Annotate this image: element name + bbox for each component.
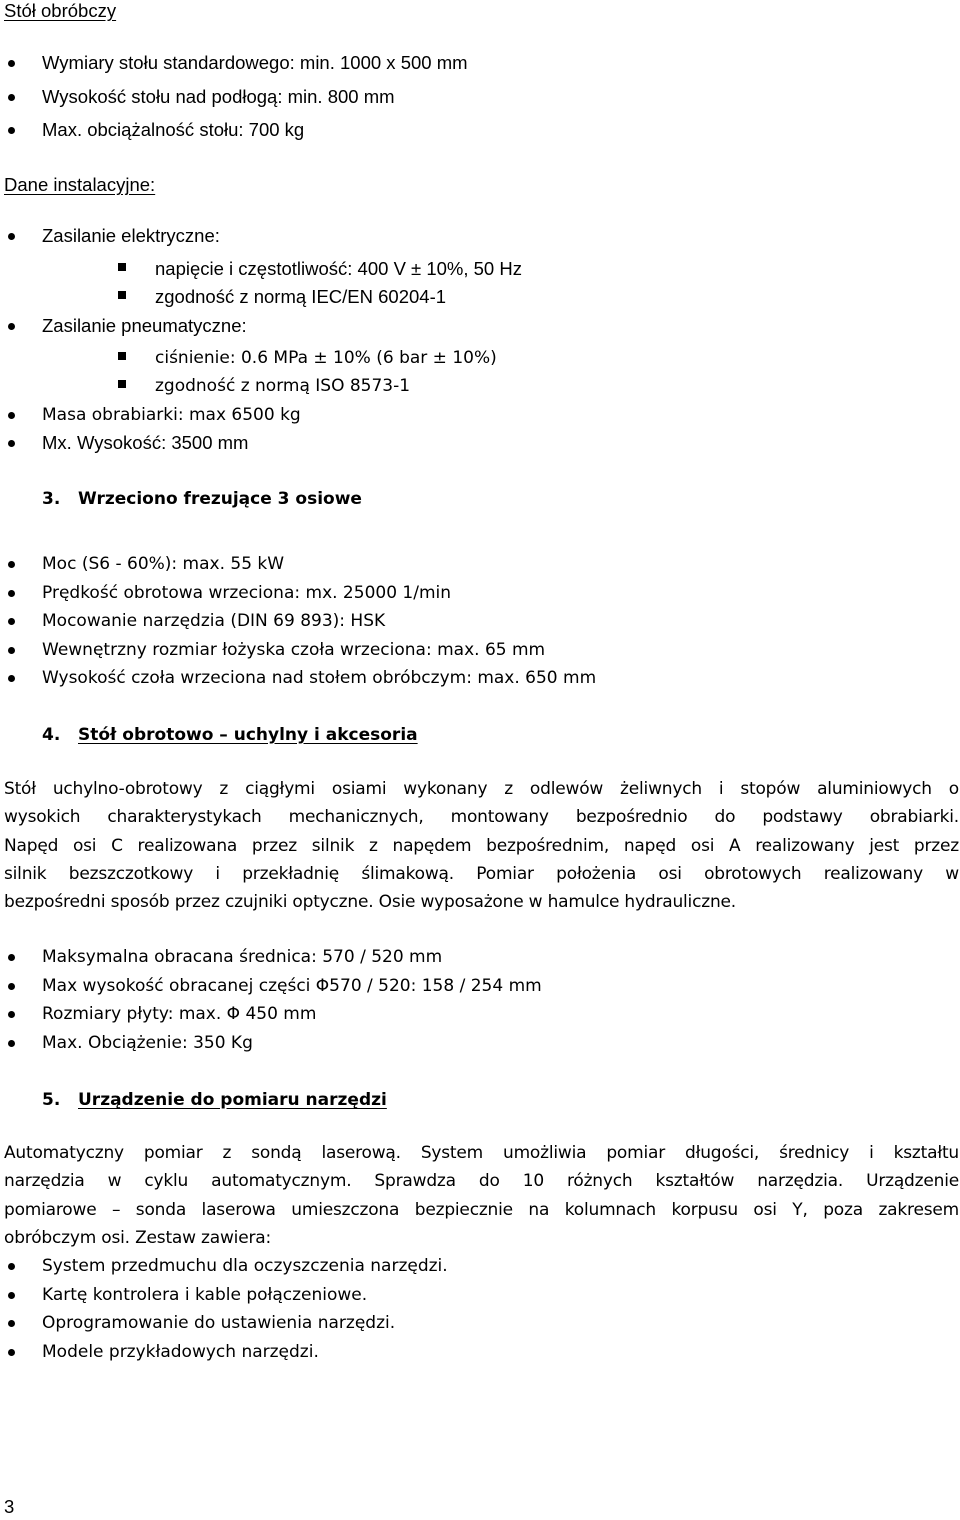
bullet <box>8 1292 15 1299</box>
section-title-table: Stół obróbczy <box>4 0 117 21</box>
square-bullet <box>118 380 126 388</box>
bullet <box>8 1263 15 1270</box>
list-item: Wysokość czoła wrzeciona nad stołem obróbczym: max. 650 mm <box>42 668 597 688</box>
bullet <box>8 1011 15 1018</box>
bullet <box>8 1320 15 1327</box>
bullet <box>8 561 15 568</box>
bullet <box>8 675 15 682</box>
bullet <box>8 647 15 654</box>
section-title-spindle: Wrzeciono frezujące 3 osiowe <box>78 489 362 509</box>
sub-list-item: ciśnienie: 0.6 MPa ± 10% (6 bar ± 10%) <box>155 348 497 368</box>
square-bullet <box>118 263 126 271</box>
square-bullet <box>118 352 126 360</box>
bullet <box>8 440 15 447</box>
bullet <box>8 233 15 240</box>
list-item: Mocowanie narzędzia (DIN 69 893): HSK <box>42 611 386 631</box>
paragraph-line: silnik bezszczotkowy i przekładnię ślimakową. Pomiar położenia osi obrotowych realizowany w <box>4 863 959 884</box>
bullet <box>8 618 15 625</box>
list-item: Masa obrabiarki: max 6500 kg <box>42 405 301 425</box>
list-item: Rozmiary płyty: max. Φ 450 mm <box>42 1004 317 1024</box>
list-item: Mx. Wysokość: 3500 mm <box>42 432 249 453</box>
bullet <box>8 323 15 330</box>
bullet <box>8 1040 15 1047</box>
list-item: Max. Obciążenie: 350 Kg <box>42 1033 253 1053</box>
section-title-rotary: Stół obrotowo – uchylny i akcesoria <box>78 725 418 745</box>
bullet <box>8 983 15 990</box>
section-number: 3. <box>42 489 61 509</box>
list-item: Max. obciążalność stołu: 700 kg <box>42 119 305 140</box>
sub-list-item: napięcie i częstotliwość: 400 V ± 10%, 50 Hz <box>155 258 522 279</box>
list-item: Wymiary stołu standardowego: min. 1000 x 500 mm <box>42 52 468 73</box>
list-item: Zasilanie elektryczne: <box>42 225 220 246</box>
list-item: Maksymalna obracana średnica: 570 / 520 mm <box>42 947 443 967</box>
bullet <box>8 590 15 597</box>
section-number: 4. <box>42 725 61 745</box>
paragraph-line: Stół uchylno-obrotowy z ciągłymi osiami wykonany z odlewów żeliwnych i stopów aluminiowych o <box>4 779 959 799</box>
paragraph-line: Automatyczny pomiar z sondą laserową. System umożliwia pomiar długości, średnicy i kształtu <box>4 1143 959 1163</box>
square-bullet <box>118 291 126 299</box>
bullet <box>8 127 15 134</box>
section-title-measure: Urządzenie do pomiaru narzędzi <box>78 1090 387 1110</box>
list-item: Max wysokość obracanej części Φ570 / 520: 158 / 254 mm <box>42 976 542 996</box>
list-item: Modele przykładowych narzędzi. <box>42 1342 319 1362</box>
section-number: 5. <box>42 1090 61 1110</box>
bullet <box>8 60 15 67</box>
bullet <box>8 1349 15 1356</box>
list-item: Prędkość obrotowa wrzeciona: mx. 25000 1/min <box>42 583 452 603</box>
bullet <box>8 412 15 419</box>
list-item: Wysokość stołu nad podłogą: min. 800 mm <box>42 86 395 107</box>
section-title-install: Dane instalacyjne: <box>4 174 156 195</box>
list-item: Zasilanie pneumatyczne: <box>42 315 247 336</box>
list-item: Moc (S6 - 60%): max. 55 kW <box>42 554 285 574</box>
sub-list-item: zgodność z normą ISO 8573-1 <box>155 376 411 396</box>
list-item: Oprogramowanie do ustawienia narzędzi. <box>42 1313 396 1333</box>
bullet <box>8 954 15 961</box>
paragraph-line: narzędzia w cyklu automatycznym. Sprawdza do 10 różnych kształtów narzędzia. Urządzenie <box>4 1171 959 1192</box>
paragraph-line: Napęd osi C realizowana przez silnik z napędem bezpośrednim, napęd osi A realizowany jest przez <box>4 835 959 856</box>
sub-list-item: zgodność z normą IEC/EN 60204-1 <box>155 286 447 307</box>
list-item: Wewnętrzny rozmiar łożyska czoła wrzeciona: max. 65 mm <box>42 640 546 660</box>
bullet <box>8 94 15 101</box>
paragraph-line: obróbczym osi. Zestaw zawiera: <box>4 1227 271 1248</box>
paragraph-line: bezpośredni sposób przez czujniki optyczne. Osie wyposażone w hamulce hydrauliczne. <box>4 892 736 913</box>
list-item: System przedmuchu dla oczyszczenia narzędzi. <box>42 1256 448 1276</box>
page-number: 3 <box>4 1496 15 1517</box>
rotary-paragraph <box>4 775 959 916</box>
paragraph-line: wysokich charakterystykach mechanicznych, montowany bezpośrednio do podstawy obrabiarki. <box>4 807 959 828</box>
measure-paragraph <box>4 1139 959 1252</box>
paragraph-line: pomiarowe – sonda laserowa umieszczona bezpiecznie na kolumnach korpusu osi Y, poza zakresem <box>4 1199 959 1220</box>
list-item: Kartę kontrolera i kable połączeniowe. <box>42 1285 368 1305</box>
